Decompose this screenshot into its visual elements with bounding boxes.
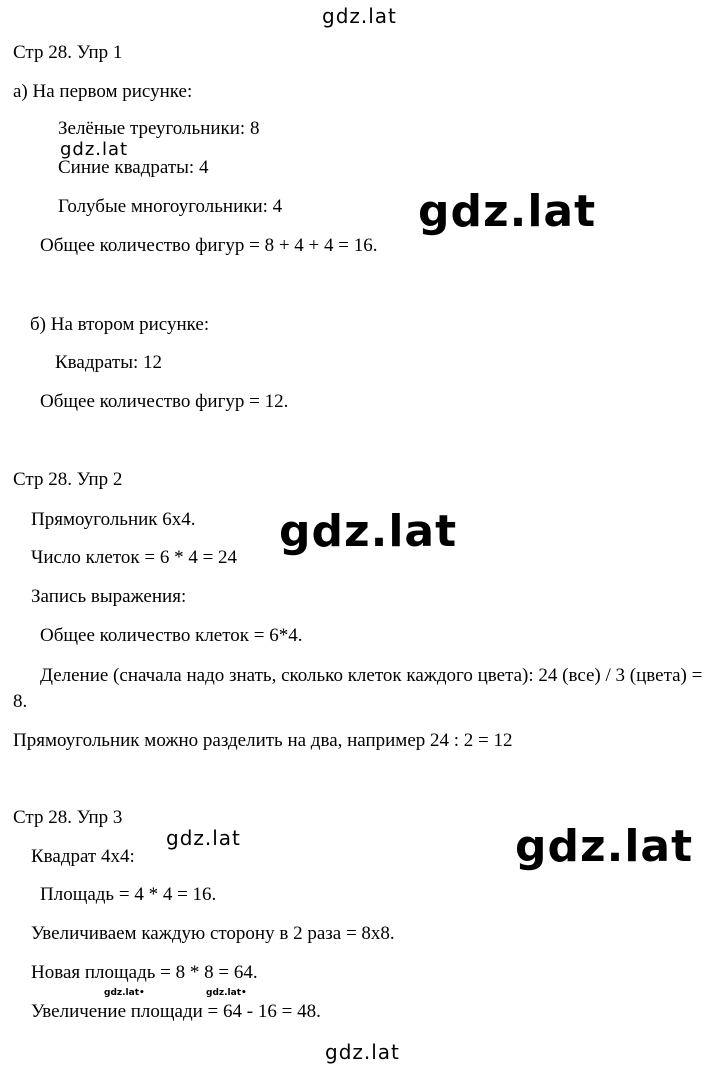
part-b-title: б) На втором рисунке: xyxy=(30,314,210,335)
cyan-polygons-line: Голубые многоугольники: 4 xyxy=(58,196,283,217)
area-increase-line: Увеличение площади = 64 - 16 = 48. xyxy=(31,1001,321,1022)
increase-line: Увеличиваем каждую сторону в 2 раза = 8x8. xyxy=(31,923,395,944)
watermark-tiny: gdz.lat• xyxy=(206,988,247,998)
watermark-large: gdz.lat xyxy=(418,186,597,237)
watermark-large: gdz.lat xyxy=(279,506,458,557)
rectangle-line: Прямоугольник 6x4. xyxy=(31,509,196,530)
division-paragraph: Деление (сначала надо знать, сколько клеток каждого цвета): 24 (все) / 3 (цвета) = 8. xyxy=(13,665,703,712)
cells-count-line: Число клеток = 6 * 4 = 24 xyxy=(31,547,238,568)
exercise-2-heading: Стр 28. Упр 2 xyxy=(13,469,123,490)
area-line: Площадь = 4 * 4 = 16. xyxy=(40,884,217,905)
blue-squares-line: Синие квадраты: 4 xyxy=(58,157,209,178)
watermark-small: gdz.lat xyxy=(166,826,241,850)
watermark-top: gdz.lat xyxy=(322,4,397,28)
part-a-title: а) На первом рисунке: xyxy=(13,81,193,102)
new-area-line: Новая площадь = 8 * 8 = 64. xyxy=(31,962,258,983)
total-a-line: Общее количество фигур = 8 + 4 + 4 = 16. xyxy=(40,235,378,256)
squares-line: Квадраты: 12 xyxy=(55,352,163,373)
expression-label: Запись выражения: xyxy=(31,586,187,607)
exercise-3-heading: Стр 28. Упр 3 xyxy=(13,807,123,828)
watermark-bottom: gdz.lat xyxy=(325,1040,400,1064)
total-b-line: Общее количество фигур = 12. xyxy=(40,391,289,412)
exercise-1-heading: Стр 28. Упр 1 xyxy=(13,42,123,63)
watermark-large: gdz.lat xyxy=(515,821,694,872)
watermark-small: gdz.lat xyxy=(60,139,129,160)
split-line: Прямоугольник можно разделить на два, например 24 : 2 = 12 xyxy=(13,730,513,751)
total-cells-line: Общее количество клеток = 6*4. xyxy=(40,625,303,646)
green-triangles-line: Зелёные треугольники: 8 xyxy=(58,118,260,139)
square-line: Квадрат 4x4: xyxy=(31,846,135,867)
watermark-tiny: gdz.lat• xyxy=(104,988,145,998)
